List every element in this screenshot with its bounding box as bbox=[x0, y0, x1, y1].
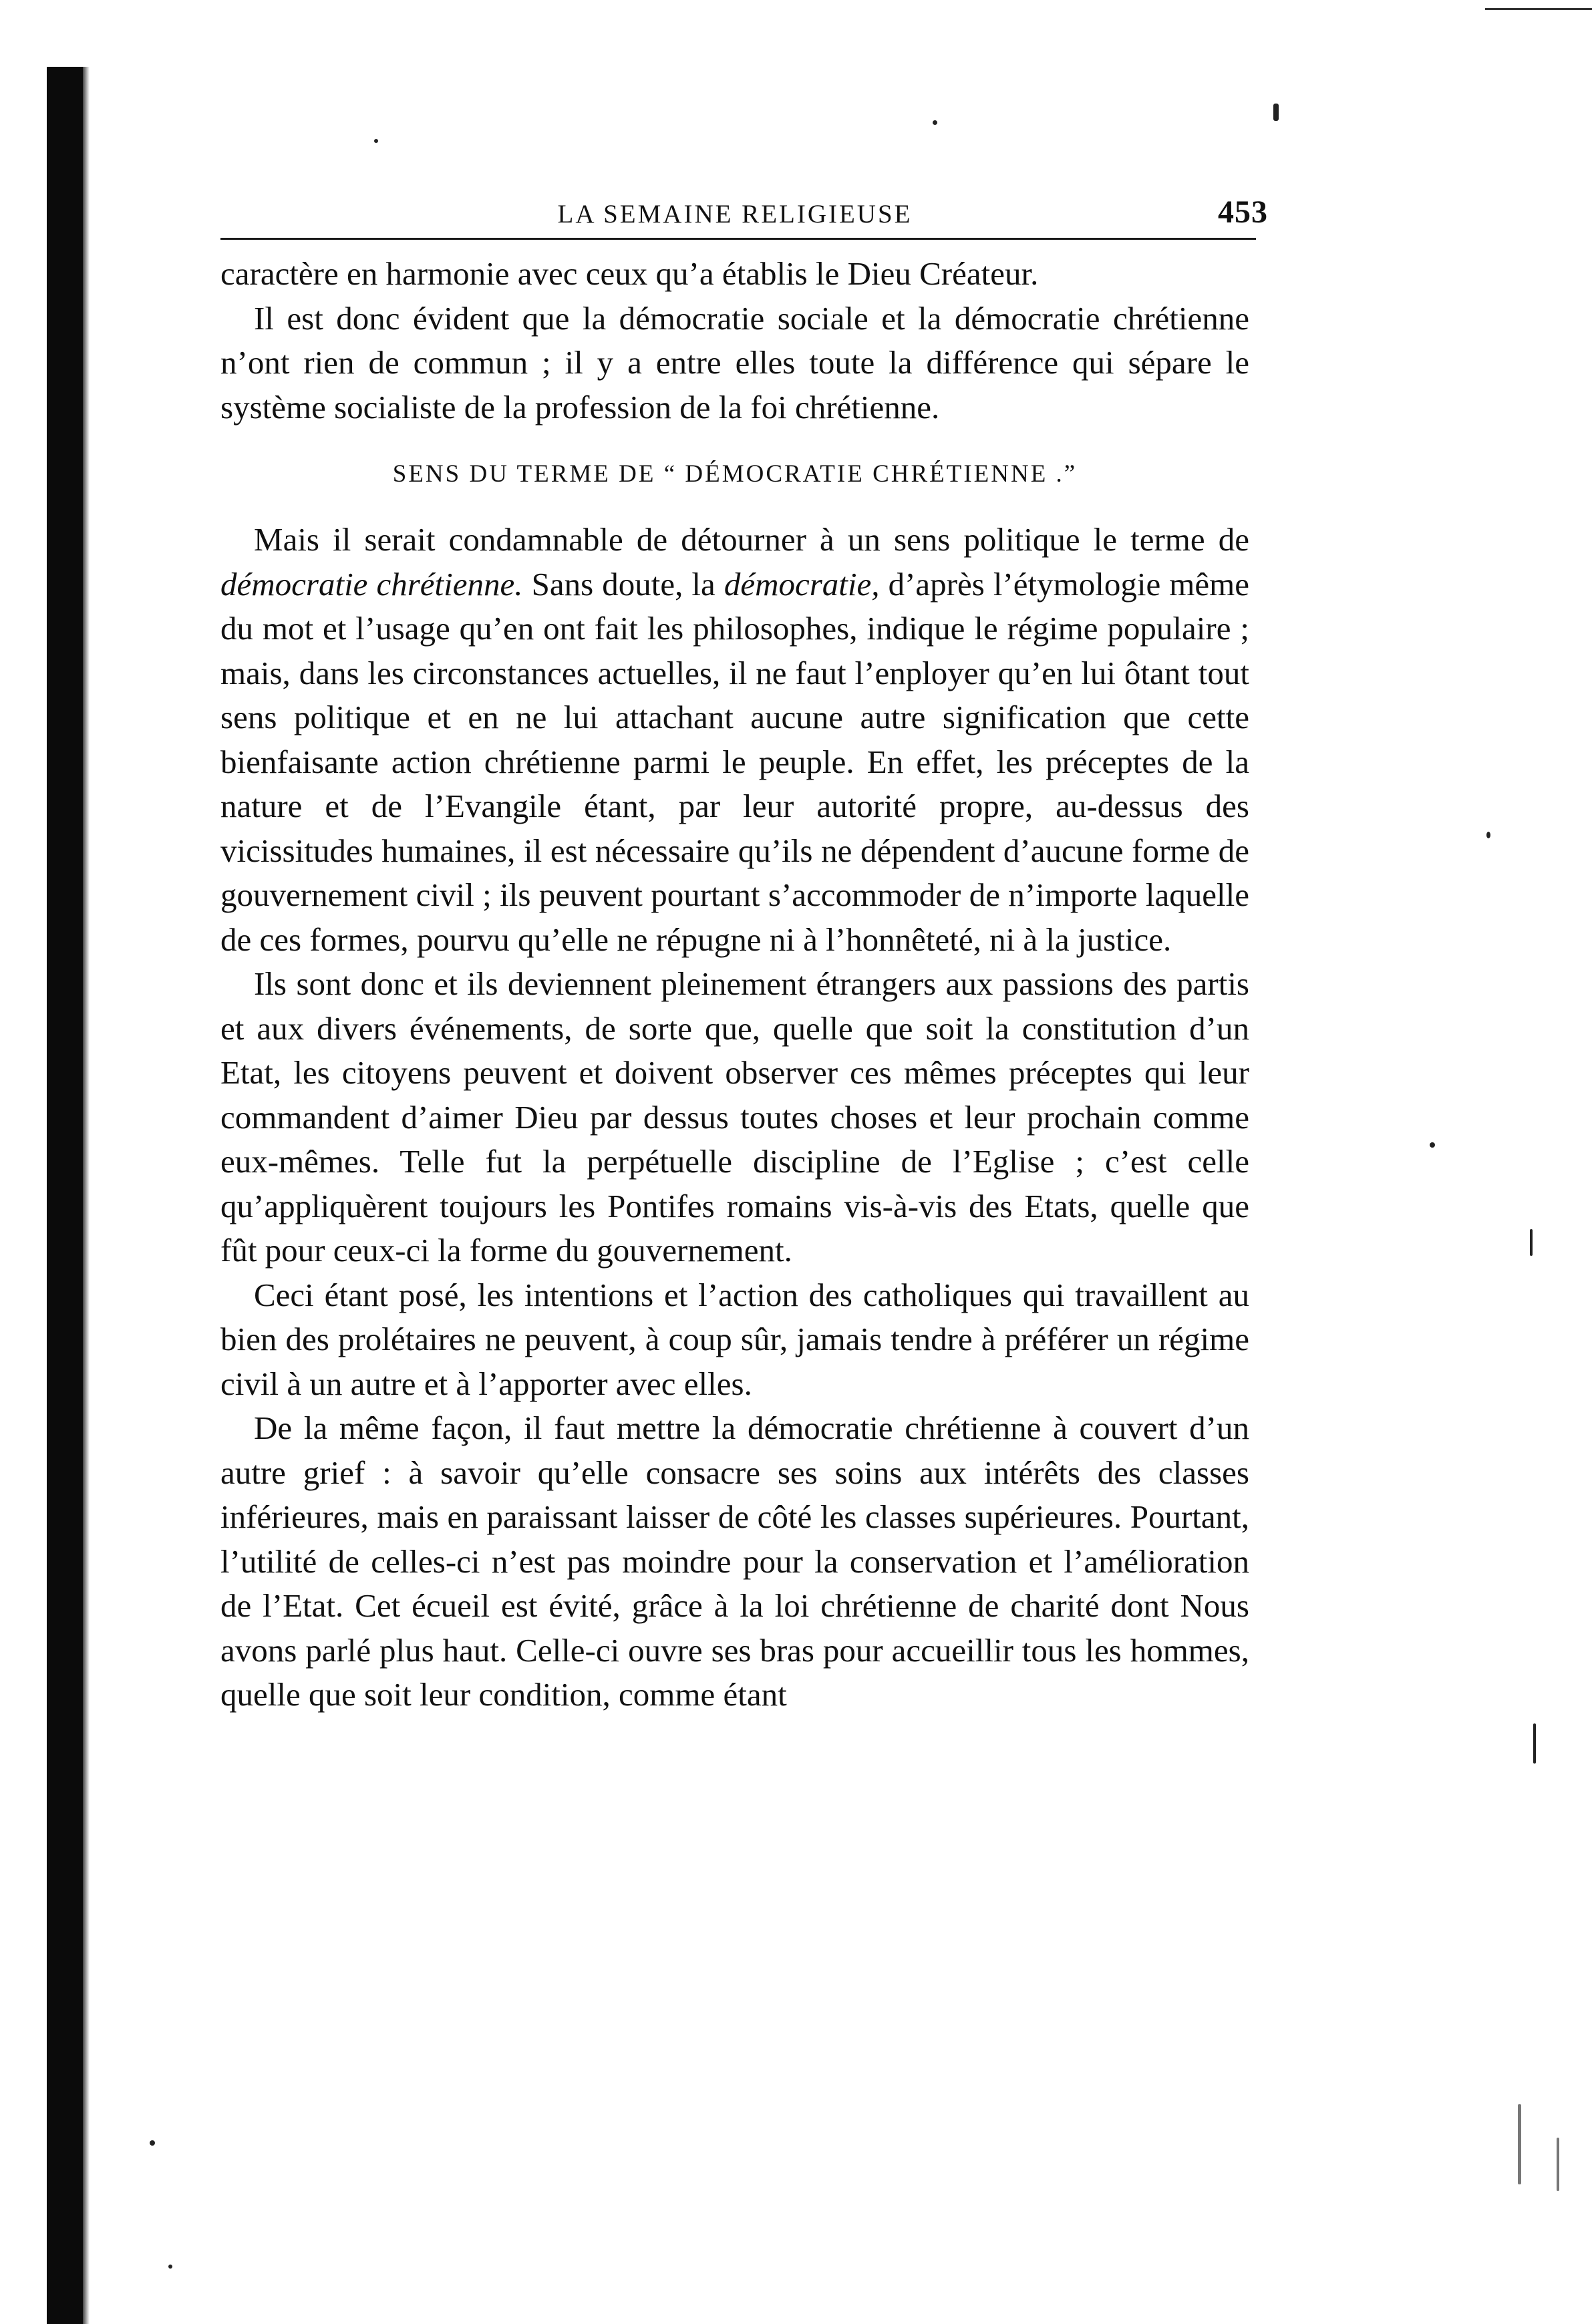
scan-speck bbox=[150, 2140, 155, 2146]
scan-speck bbox=[1486, 832, 1490, 838]
scan-speck bbox=[1273, 104, 1279, 121]
paragraph: Ceci étant posé, les intentions et l’action des catholiques qui travaillent au bien des prolétaires ne peuvent, à coup sûr, jamais tendre à préférer un régime civil à un autre et à l’apporter avec elles. bbox=[220, 1276, 1249, 1402]
scan-speck bbox=[1530, 1229, 1533, 1256]
paragraph bbox=[220, 518, 1249, 962]
article-body bbox=[220, 252, 1249, 1717]
scan-speck bbox=[1557, 2138, 1559, 2191]
paragraph-text: Mais il serait condamnable de détourner à un sens politique le terme de bbox=[254, 521, 1249, 558]
scan-speck bbox=[1430, 1142, 1435, 1148]
scan-speck bbox=[168, 2265, 172, 2269]
header-rule bbox=[220, 238, 1256, 240]
page bbox=[220, 194, 1268, 1717]
scan-binding-edge bbox=[47, 67, 83, 2324]
scan-speck bbox=[1518, 2104, 1521, 2184]
paragraph: Ils sont donc et ils deviennent pleinement étrangers aux passions des partis et aux divers événements, de sorte que, quelle que soit la constitution d’un Etat, les citoyens peuvent et doivent observer ces mêmes préceptes qui leur commandent d’aimer Dieu par dessus toutes choses et leur prochain comme eux-mêmes. Telle fut la perpétuelle discipline de l’Eglise ; c’est celle qu’appliquèrent toujours les Pontifes romains vis-à-vis des Etats, quelle que fût pour ceux-ci la forme du gouvernement. bbox=[220, 965, 1249, 1269]
page-number: 453 bbox=[1218, 194, 1268, 230]
section-heading: SENS DU TERME DE “ DÉMOCRATIE CHRÉTIENNE .” bbox=[392, 460, 1078, 488]
scan-speck bbox=[374, 139, 378, 143]
scan-corner-mark bbox=[1485, 8, 1592, 10]
running-header bbox=[220, 194, 1268, 234]
scan-speck bbox=[1533, 1723, 1536, 1764]
paragraph-text: d’après l’étymologie même du mot et l’usage qu’en ont fait les philosophes, indique le régime populaire ; mais, dans les circonstances actuelles, il ne faut l’enployer qu’en lui ôtant tout sens politique et en ne lui attachant aucune autre signification que cette bienfaisante action chrétienne parmi le peuple. En effet, les préceptes de la nature et de l’Evangile étant, par leur autorité propre, au-dessus des vicissitudes humaines, il est nécessaire qu’ils ne dépendent d’aucune forme de gouvernement civil ; ils peuvent pourtant s’accommoder de n’importe laquelle de ces formes, pourvu qu’elle ne répugne ni à l’honnêteté, ni à la justice. bbox=[220, 565, 1250, 958]
italic-term: démocratie chrétienne. bbox=[220, 565, 523, 603]
paragraph: Il est donc évident que la démocratie sociale et la démocratie chrétienne n’ont rien de commun ; il y a entre elles toute la différence qui sépare le système socialiste de la profession de la foi chrétienne. bbox=[220, 299, 1249, 426]
scan-speck bbox=[933, 120, 937, 125]
paragraph: caractère en harmonie avec ceux qu’a établis le Dieu Créateur. bbox=[220, 255, 1039, 292]
running-title: LA SEMAINE RELIGIEUSE bbox=[557, 200, 913, 228]
italic-term: démocratie, bbox=[724, 565, 880, 603]
paragraph-text: Sans doute, la bbox=[522, 565, 724, 603]
paragraph: De la même façon, il faut mettre la démocratie chrétienne à couvert d’un autre grief : à savoir qu’elle consacre ses soins aux intérêts des classes inférieures, mais en paraissant laisser de côté les classes supérieures. Pourtant, l’utilité de celles-ci n’est pas moindre pour la conservation et l’amélioration de l’Etat. Cet écueil est évité, grâce à la loi chrétienne de charité dont Nous avons parlé plus haut. Celle-ci ouvre ses bras pour accueillir tous les hommes, quelle que soit leur condition, comme étant bbox=[220, 1409, 1249, 1713]
